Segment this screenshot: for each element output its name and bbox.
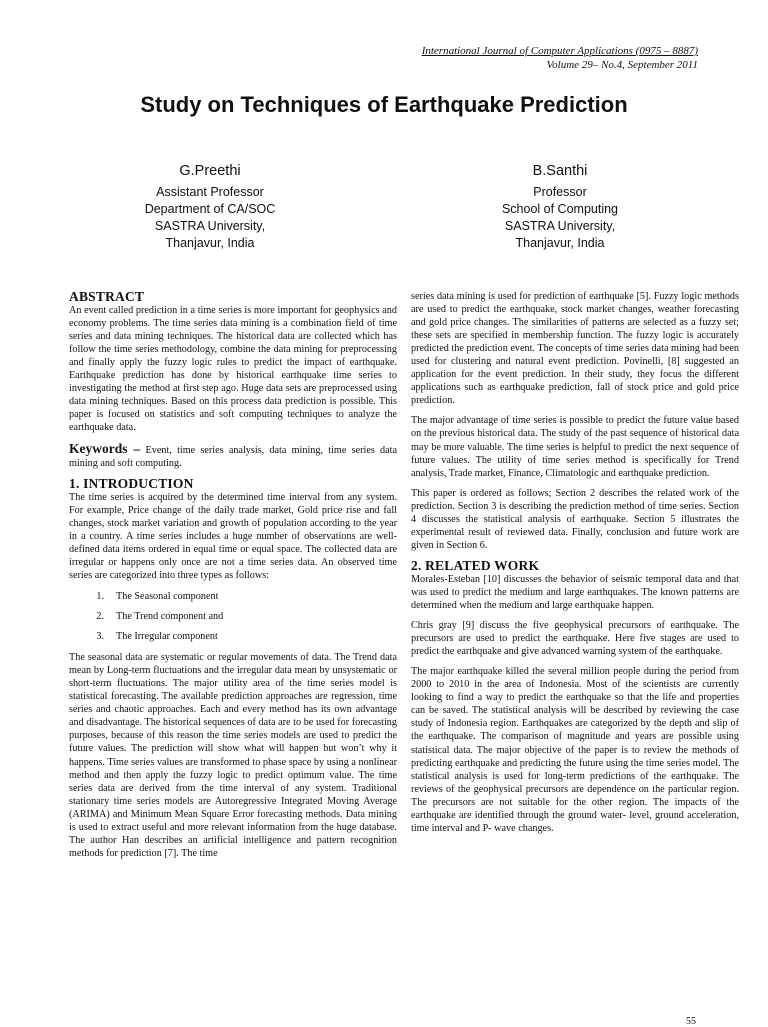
page-number: 55 [686, 1016, 696, 1027]
author-department: School of Computing [501, 202, 619, 216]
time-series-types-list [69, 590, 397, 643]
paper-title: Study on Techniques of Earthquake Prediction [140, 92, 628, 117]
author-name: B.Santhi [532, 163, 588, 179]
right-column [411, 290, 739, 842]
list-number: 3. [96, 631, 104, 643]
abstract-text: An event called prediction in a time series is more important for geophysics and economy problems. The time series data mining is a combination field of time series and data mining techniques. The historical data are collected which has follow the time series methodology, combine the data mining for preprocessing and finally apply the fuzzy logic rules to predict the impact of earthquake. Earthquake prediction has done by historical earthquake time series to investigating the method at first step ago. Huge data sets are preprocessed using data mining techniques. Based on this process data prediction is possible. This paper is focused on statistics and soft computing techniques to analyze the earthquake data. [69, 305, 397, 434]
author-block-1 [80, 163, 340, 252]
related-work-heading: 2. RELATED WORK [411, 557, 540, 573]
keywords-text: Event, time series analysis, data mining, time series data mining and soft computing. [69, 444, 397, 469]
author-position: Assistant Professor [156, 185, 264, 199]
keywords-label: Keywords – [69, 440, 141, 456]
journal-name: International Journal of Computer Applications (0975 – 8887) [421, 45, 698, 57]
list-number: 1. [96, 590, 104, 602]
introduction-paragraph-3: series data mining is used for prediction of earthquake [5]. Fuzzy logic methods are used to predict the earthquake, stock market changes, weather forecasting and gold price changes. The similarities of patterns are selected as a fuzzy set; these sets are specified in membership function. The fuzzy logic is accurately predicted the prediction event. The concepts of time series data mining had been used for clustering and natural event prediction. Povinelli, [8] suggested an application for the event prediction. In their study, they focus the different applications such as earthquake prediction, fall of stock price and gold price prediction. [411, 291, 739, 407]
related-work-paragraph-3: The major earthquake killed the several million people during the period from 2000 to 2010 in the area of Indonesia. Most of the scientists are currently looking to find a way to predict the earthquake so that the life and properties can be saved. The statistical analysis will be described by reviewing the case study of Indonesia region. Earthquakes are categorized by the depth and slip of the earthquake. The comparison of magnitude and years are possible using statistical data. The major objective of the paper is to review the methods of predicting earthquake and predicting the future using the time series model. The statistical analysis is used for long-term predictions of the earthquake. The reviews of the geophysical precursors are dependence on the particular region. The precursors are not suitable for the other region. The impacts of the earthquake are identified through the ground water- level, ground acceleration, time interval and P- wave changes. [411, 666, 739, 834]
author-location: Thanjavur, India [515, 236, 605, 250]
introduction-paragraph-5: This paper is ordered as follows; Section 2 describes the related work of the prediction. Section 3 is describing the prediction method of time series. Section 4 discusses the statistical analysis of earthquake. Section 5 illustrates the experimental result of reviewed data. Finally, conclusion and future work are given in Section 6. [411, 487, 739, 551]
introduction-heading: 1. INTRODUCTION [69, 475, 194, 491]
author-name: G.Preethi [179, 163, 241, 179]
introduction-paragraph-2: The seasonal data are systematic or regular movements of data. The Trend data mean by Long-term fluctuations and the irregular data mean by unsystematic or short-term fluctuations. The major utility area of the time series model is statistical forecasting. The available prediction approaches are regression, time series and chaotic approaches. Each and every method has its own advantage and disadvantage. The historical sequences of data are to be used for forecasting purposes, because of this reason the time series models are used to predict the future values. The prediction will show what will happen but won’t why it happens. Time series values are transformed to phase space by using a nonlinear method and then apply the fuzzy logic to predict optimum value. The time series data are derived from the time interval of any system. Traditional stationary time series models are Autoregressive Integrated Moving Average (ARIMA) and Minimum Mean Square Error forecasting methods. Data mining is used to extract useful and more relevant information from the huge database. The author Han describes an artificial intelligence and pattern recognition methods for prediction [7]. The time [69, 652, 397, 859]
author-university: SASTRA University, [504, 219, 616, 233]
author-department: Department of CA/SOC [144, 202, 276, 216]
author-university: SASTRA University, [154, 219, 266, 233]
abstract-heading: ABSTRACT [69, 289, 145, 304]
related-work-paragraph-1: Morales-Esteban [10] discusses the behavior of seismic temporal data and that was used to predict the medium and large earthquakes. The known patterns are determined when the medium and large earthquake happen. [411, 573, 739, 612]
journal-volume: Volume 29– No.4, September 2011 [546, 59, 698, 71]
list-text: The Trend component and [116, 611, 224, 623]
list-number: 2. [96, 611, 104, 623]
introduction-paragraph-1: The time series is acquired by the determined time interval from any system. For example, Price change of the daily trade market, Gold price rise and fall changes, stock market variation and growth of population according to the year in a country. A time series includes a huge number of observations are well-defined data items ordered in equal time or equal space. The collected data are irregular or happens only once are not a time series data. An observed time series are categorized into three types as follows: [69, 491, 397, 581]
introduction-paragraph-4: The major advantage of time series is possible to predict the future value based on the previous historical data. The study of the past sequence of historical data may be more valuable. The time series is helpful to predict the next sequence of future values. The utility of time series method is specifically for Trend analysis, Trade market, Finance, Climatologic and earthquake prediction. [411, 415, 739, 479]
keywords [69, 442, 397, 470]
left-column [69, 290, 397, 867]
list-text: The Irregular component [116, 631, 218, 643]
journal-header [422, 44, 698, 72]
author-position: Professor [533, 185, 587, 199]
list-item [69, 630, 397, 643]
author-block-2 [430, 163, 690, 252]
list-item [69, 590, 397, 603]
list-item [69, 610, 397, 623]
list-text: The Seasonal component [116, 590, 219, 602]
author-location: Thanjavur, India [165, 236, 255, 250]
related-work-paragraph-2: Chris gray [9] discuss the five geophysical precursors of earthquake. The precursors are used to predict the earthquake. Here five stages are used to predict the earthquake and give advanced warning system of the earthquake. [411, 620, 739, 658]
